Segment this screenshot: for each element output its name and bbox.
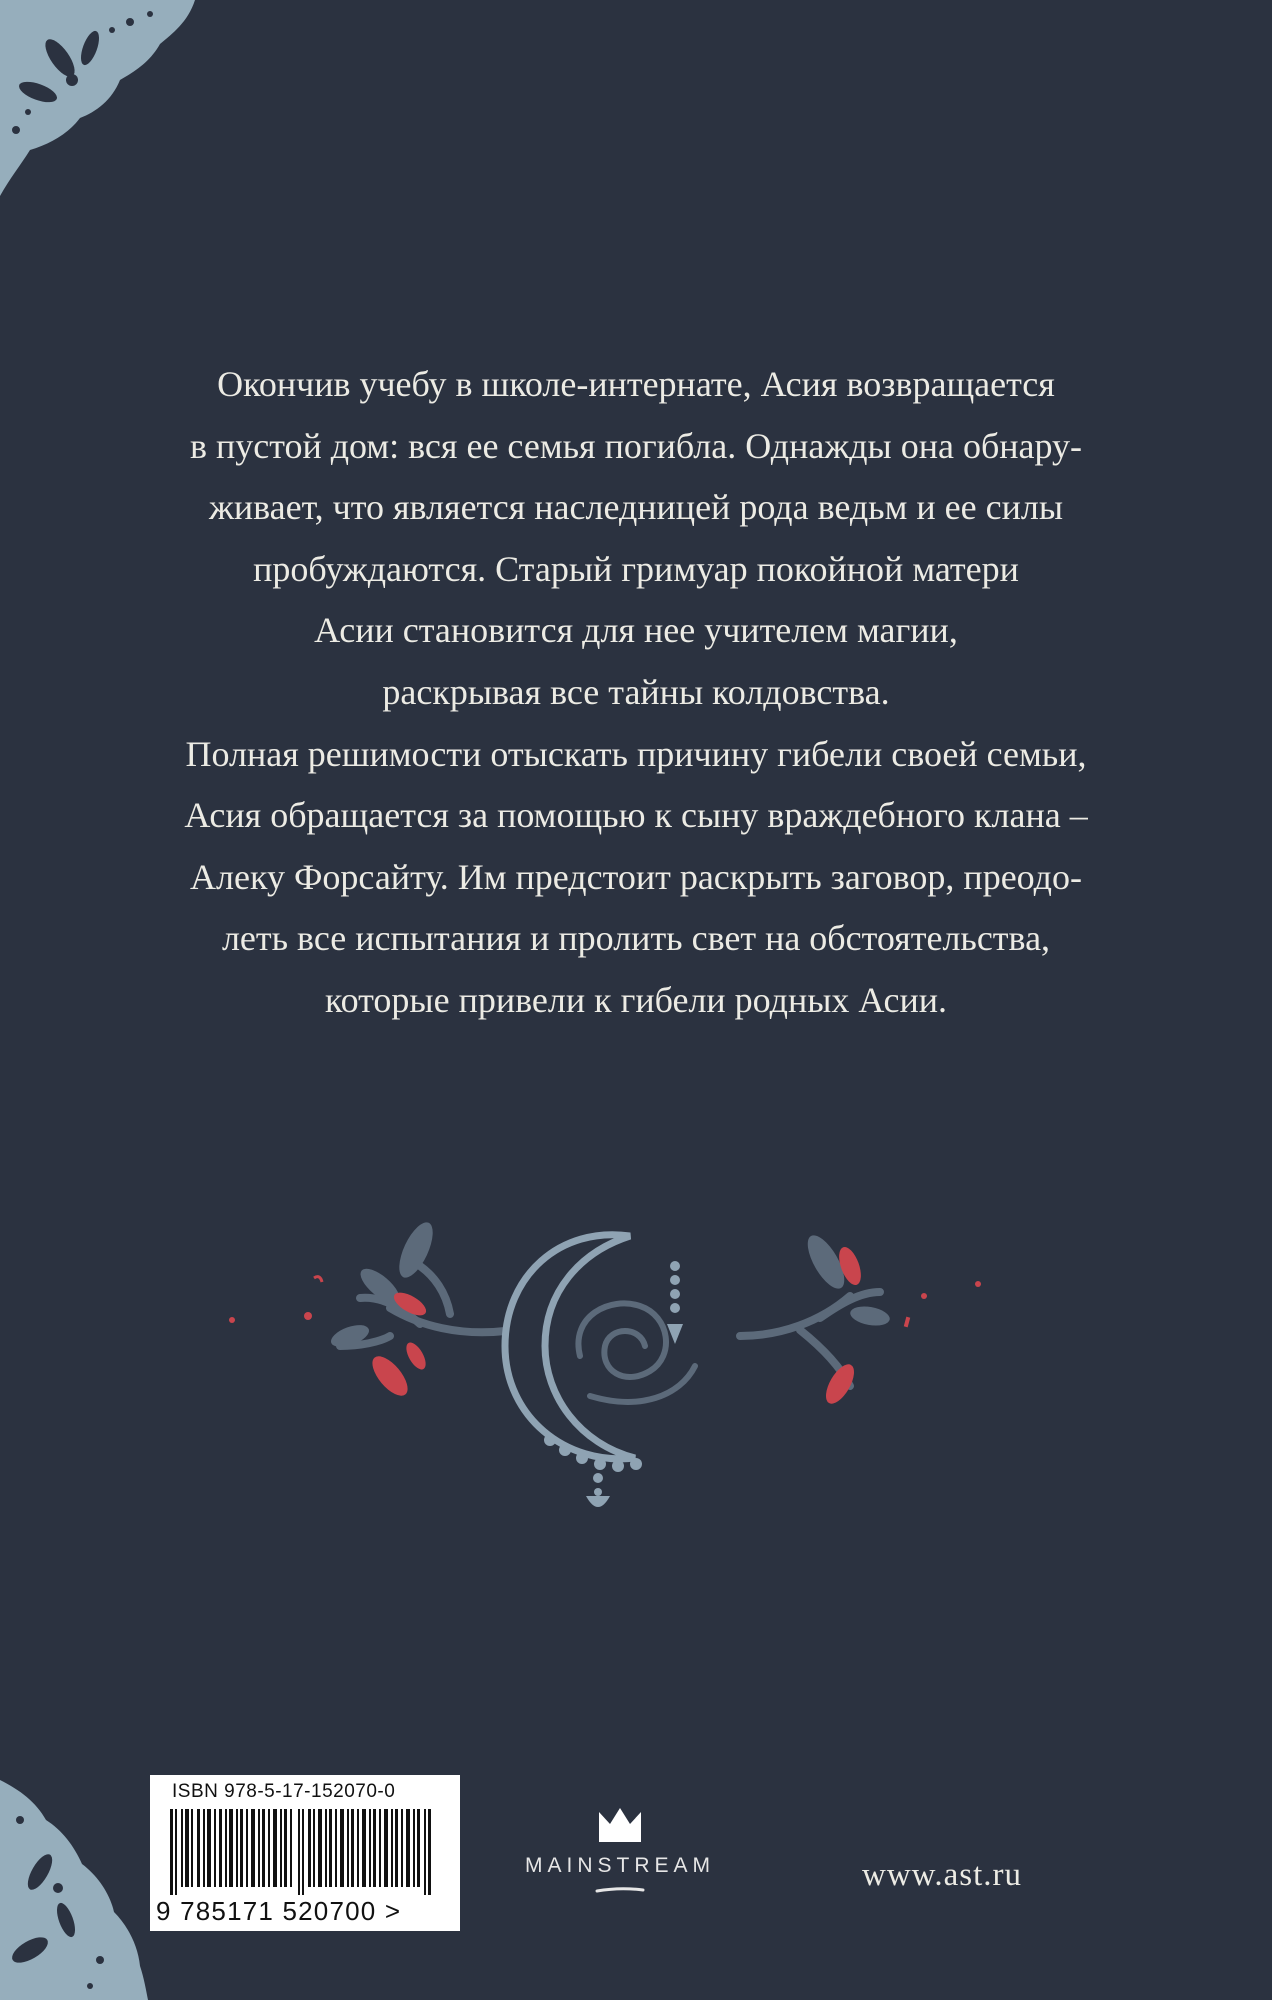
blurb-line: Полная решимости отыскать причину гибели своей семьи, xyxy=(185,733,1087,774)
blurb-line: Окончив учебу в школе-интернате, Асия возвращается xyxy=(217,364,1055,404)
blurb-line: живает, что является наследницей рода ведьм и ее силы xyxy=(208,487,1064,528)
blurb-line: в пустой дом: вся ее семья погибла. Однажды она обнару- xyxy=(189,425,1083,466)
brush-underline xyxy=(595,1886,645,1894)
publisher-name: MAINSTREAM xyxy=(524,1854,715,1877)
crescent-moon-ornament xyxy=(220,1196,1020,1516)
blurb-line: раскрывая все тайны колдовства. xyxy=(382,671,890,712)
blurb-line: Асии становится для нее учителем магии, xyxy=(314,610,958,651)
crown-icon xyxy=(597,1806,643,1844)
barcode-bars xyxy=(170,1809,442,1895)
lace-corner-bottom-left-ornament xyxy=(0,1780,150,2000)
blurb-line: Алеку Форсайту. Им предстоит раскрыть заговор, преодо- xyxy=(190,856,1082,897)
barcode-digits: 9 785171 520700 > xyxy=(156,1896,402,1926)
blurb-line: леть все испытания и пролить свет на обстоятельства, xyxy=(221,918,1051,959)
blurb-line: Асия обращается за помощью к сыну враждебного клана – xyxy=(184,795,1088,836)
isbn-barcode xyxy=(150,1775,460,1931)
blurb-line: которые привели к гибели родных Асии. xyxy=(324,979,948,1020)
isbn-number: ISBN 978-5-17-152070-0 xyxy=(172,1781,396,1802)
book-blurb xyxy=(100,354,1172,1032)
publisher-logo xyxy=(510,1806,730,1894)
blurb-line: пробуждаются. Старый гримуар покойной матери xyxy=(253,548,1019,589)
lace-corner-top-left-ornament xyxy=(0,0,200,200)
publisher-website: www.ast.ru xyxy=(862,1857,1022,1893)
